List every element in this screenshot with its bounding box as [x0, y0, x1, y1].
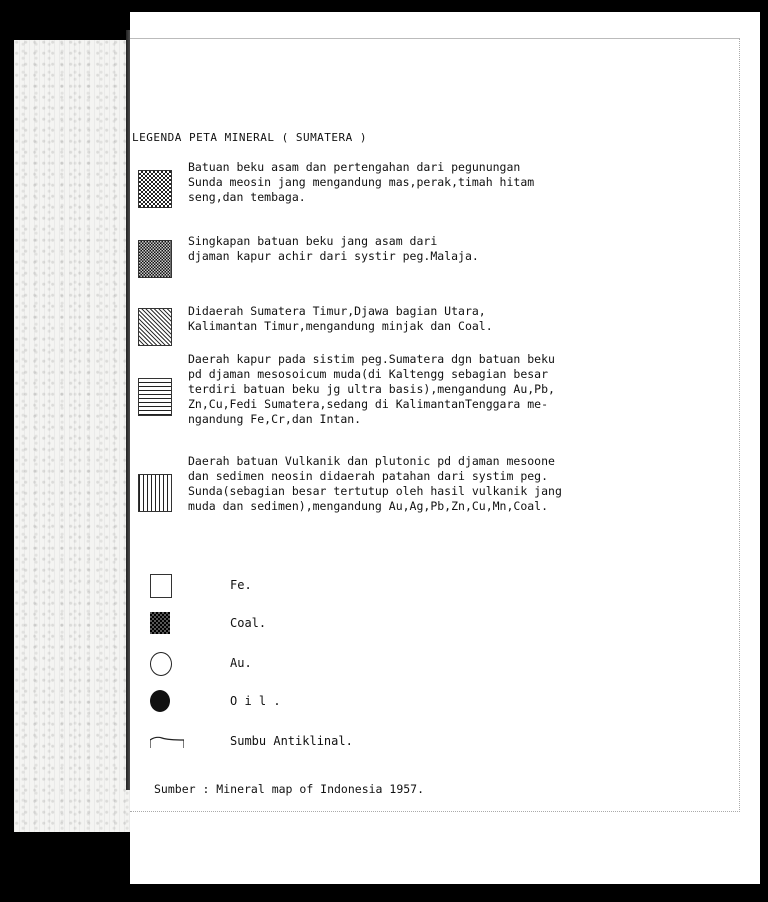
entry-line: Singkapan batuan beku jang asam dari [188, 234, 438, 248]
pattern-swatch-acid-igneous [138, 170, 172, 208]
legend-title: LEGENDA PETA MINERAL ( SUMATERA ) [132, 131, 368, 144]
symbol-label-oil: O i l . [230, 694, 281, 708]
anticline-line-icon [150, 730, 184, 752]
source-note: Sumber : Mineral map of Indonesia 1957. [154, 782, 425, 796]
adjacent-page-strip [14, 40, 136, 832]
pattern-swatch-limestone [138, 378, 172, 416]
entry-line: Sunda meosin jang mengandung mas,perak,timah hitam [188, 175, 535, 189]
entry-line: muda dan sedimen),mengandung Au,Ag,Pb,Zn,Cu,Mn,Coal. [188, 499, 549, 513]
symbol-label-coal: Coal. [230, 616, 267, 630]
entry-line: Batuan beku asam dan pertengahan dari pegunungan [188, 160, 521, 174]
legend-entry-5 [188, 454, 658, 514]
entry-line: Daerah kapur pada sistim peg.Sumatera dgn batuan beku [188, 352, 555, 366]
legend-entry-1 [188, 160, 658, 205]
entry-line: Daerah batuan Vulkanik dan plutonic pd djaman mesoone [188, 454, 555, 468]
legend-entry-4 [188, 352, 658, 427]
entry-line: pd djaman mesosoicum muda(di Kaltengg sebagian besar [188, 367, 549, 381]
entry-line: dan sedimen neosin didaerah patahan dari systim peg. [188, 469, 549, 483]
entry-line: seng,dan tembaga. [188, 190, 306, 204]
symbol-label-fe: Fe. [230, 578, 252, 592]
square-outline-icon [150, 574, 172, 598]
entry-line: ngandung Fe,Cr,dan Intan. [188, 412, 362, 426]
symbol-label-au: Au. [230, 656, 252, 670]
pattern-swatch-outcrop [138, 240, 172, 278]
pattern-swatch-volcanic [138, 474, 172, 512]
hatched-square-icon [150, 612, 170, 634]
entry-line: terdiri batuan beku jg ultra basis),mengandung Au,Pb, [188, 382, 555, 396]
legend-entry-3 [188, 304, 658, 334]
entry-line: djaman kapur achir dari systir peg.Malaja. [188, 249, 479, 263]
filled-circle-icon [150, 690, 170, 712]
circle-outline-icon [150, 652, 172, 676]
entry-line: Zn,Cu,Fedi Sumatera,sedang di KalimantanTenggara me- [188, 397, 549, 411]
legend-entry-2 [188, 234, 658, 264]
document-page [130, 12, 760, 884]
entry-line: Kalimantan Timur,mengandung minjak dan Coal. [188, 319, 493, 333]
entry-line: Didaerah Sumatera Timur,Djawa bagian Utara, [188, 304, 486, 318]
symbol-label-anticline: Sumbu Antiklinal. [230, 734, 353, 748]
entry-line: Sunda(sebagian besar tertutup oleh hasil vulkanik jang [188, 484, 562, 498]
pattern-swatch-oil-region [138, 308, 172, 346]
